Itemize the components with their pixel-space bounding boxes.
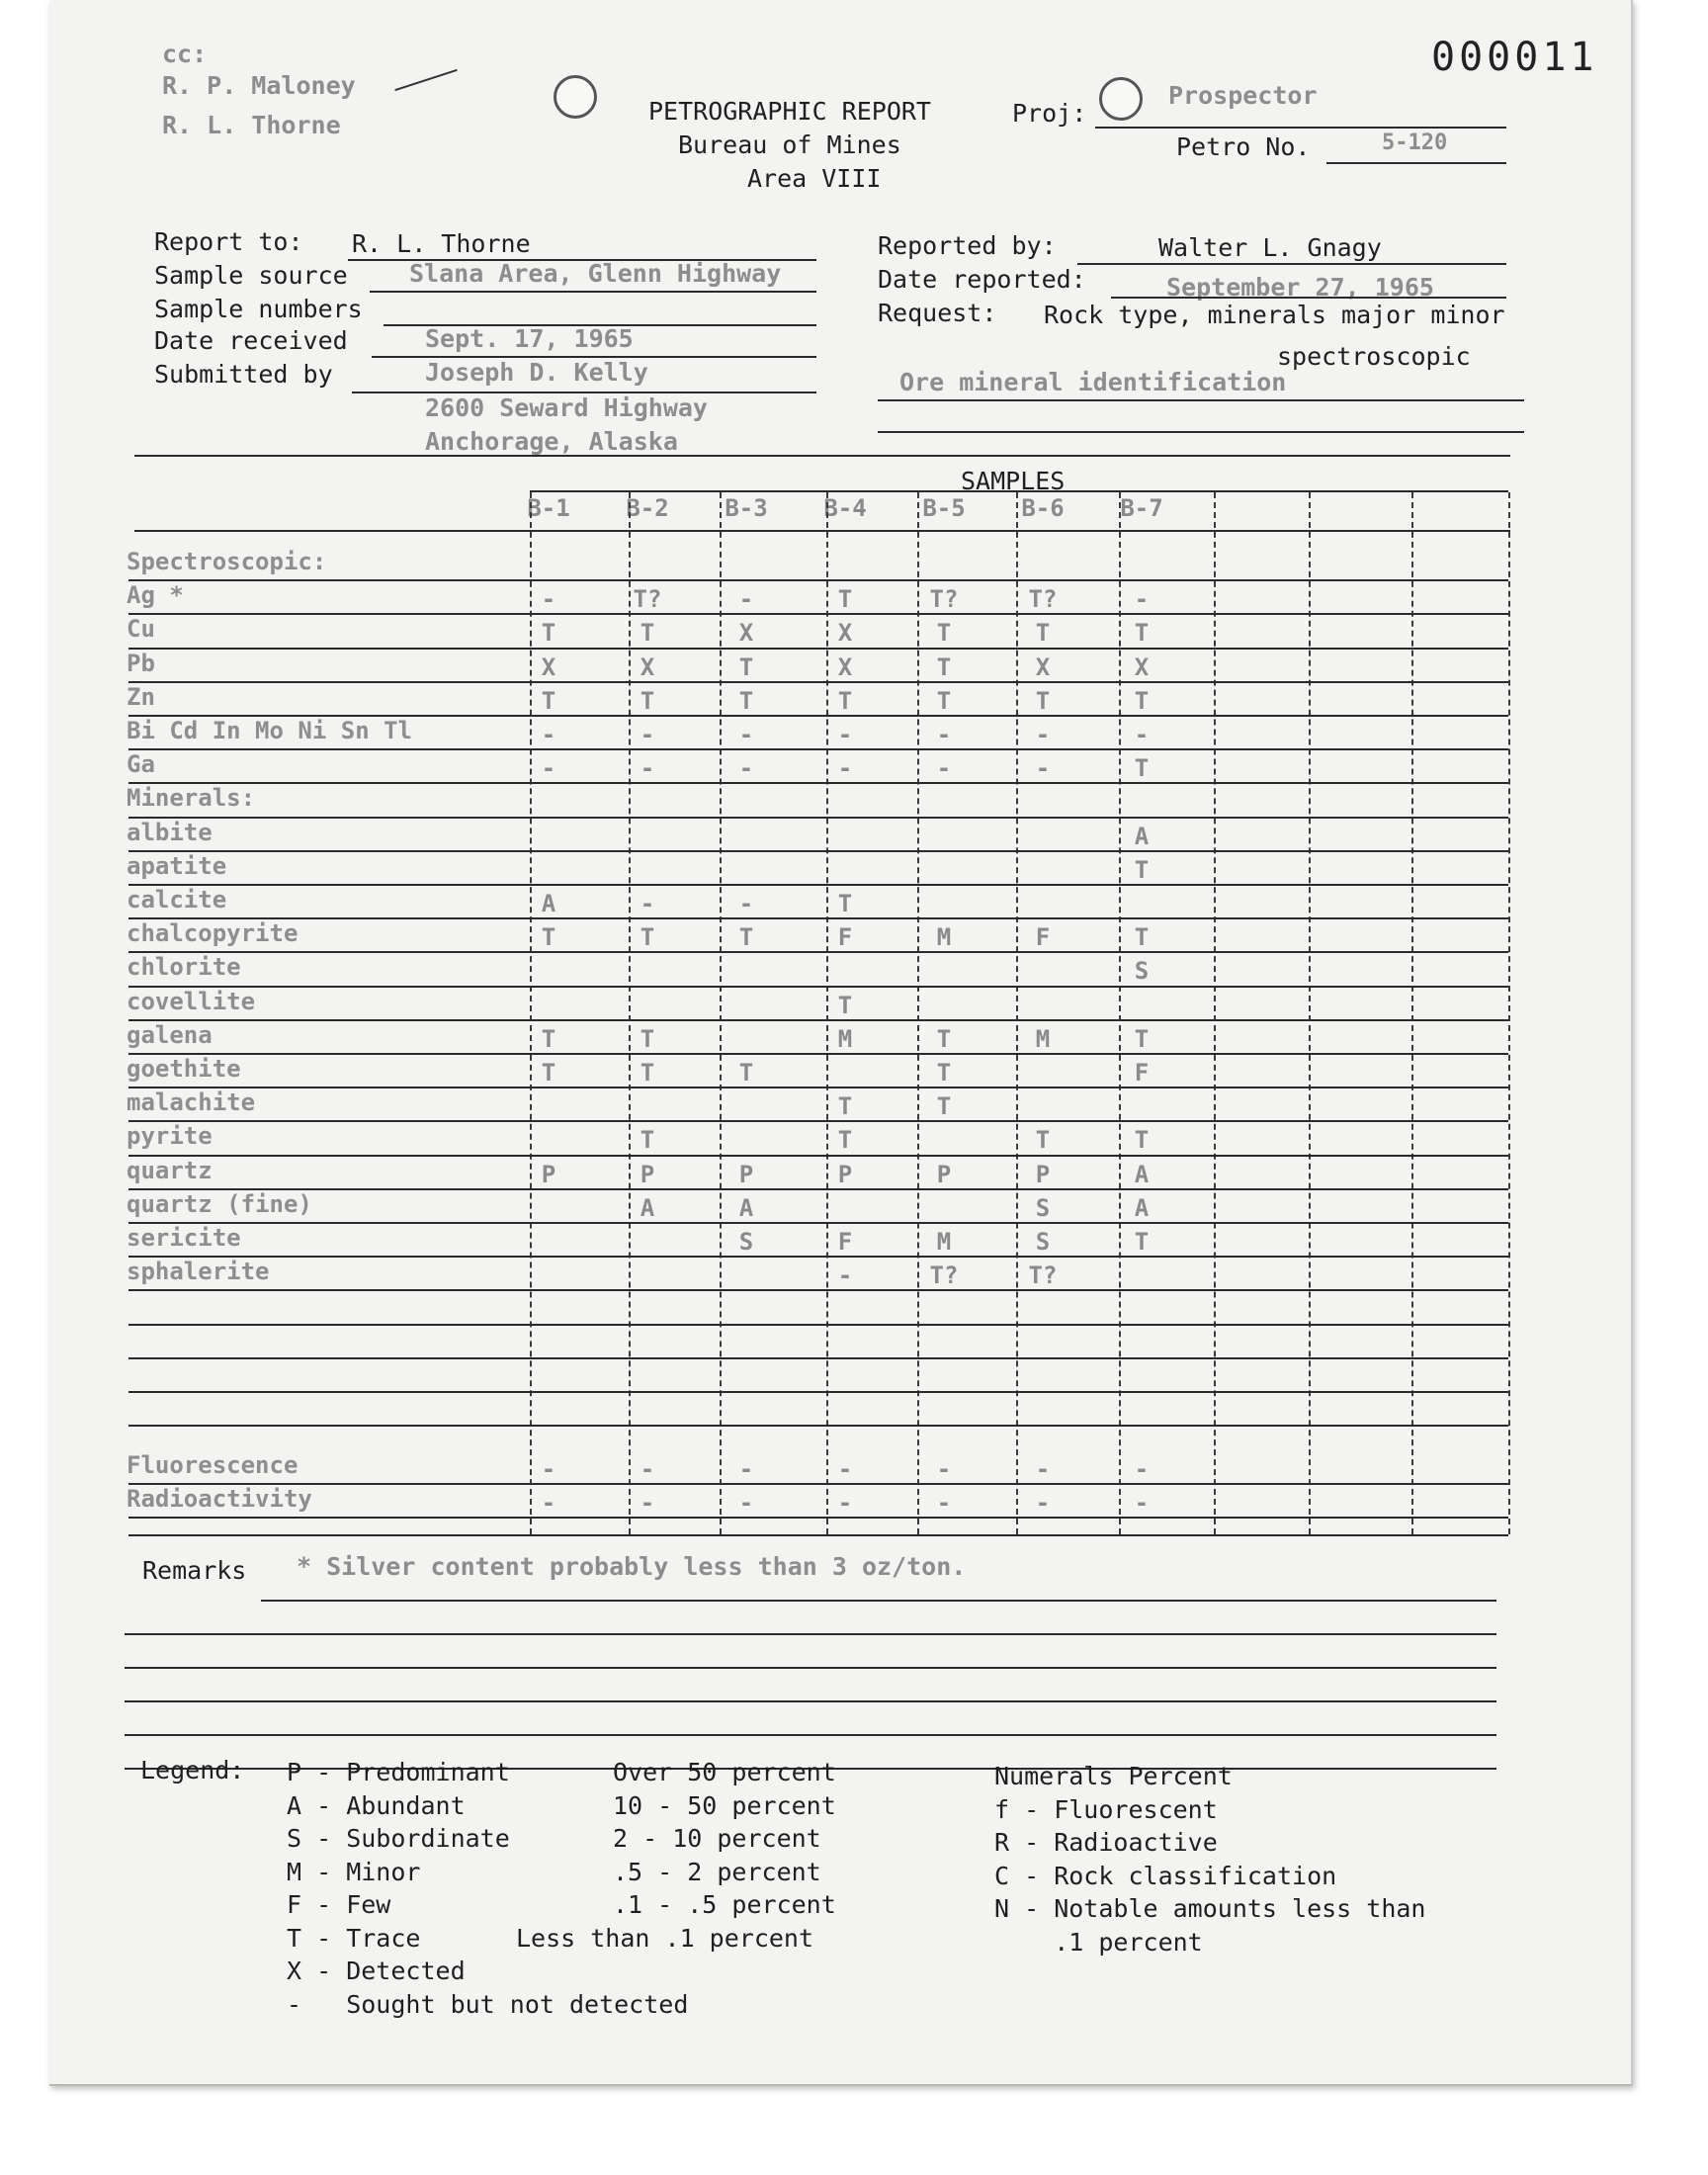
- column-header: B-7: [1120, 494, 1163, 522]
- samples-rule: [530, 490, 1508, 492]
- cell-value: M: [1035, 1024, 1051, 1053]
- date-reported-label: Date reported:: [878, 265, 1086, 294]
- row-label: Fluorescence: [127, 1451, 299, 1479]
- cell-value: A: [640, 1193, 655, 1222]
- date-reported-underline: [1111, 297, 1506, 299]
- cell-value: T: [640, 619, 655, 648]
- cell-value: -: [738, 1455, 754, 1483]
- row-rule: [128, 1256, 1508, 1258]
- row-label: covellite: [127, 987, 256, 1015]
- cell-value: P: [837, 1160, 853, 1188]
- column-header: B-1: [527, 494, 570, 522]
- legend-code: T - Trace: [287, 1923, 421, 1953]
- cell-value: T: [1134, 686, 1150, 715]
- report-title: PETROGRAPHIC REPORT: [648, 97, 931, 126]
- sample-source-label: Sample source: [154, 261, 348, 290]
- cell-value: -: [837, 1489, 853, 1518]
- cell-value: S: [738, 1228, 754, 1256]
- cell-value: X: [837, 652, 853, 681]
- cell-value: -: [738, 1489, 754, 1518]
- date-received-value: Sept. 17, 1965: [425, 324, 634, 353]
- cell-value: X: [837, 619, 853, 648]
- sample-source-underline: [370, 291, 816, 293]
- request-line: Rock type, minerals major minor: [1044, 301, 1505, 329]
- row-rule: [128, 1289, 1508, 1291]
- petro-label: Petro No.: [1176, 132, 1311, 161]
- cell-value: -: [738, 890, 754, 917]
- cell-value: -: [738, 721, 754, 748]
- legend-note: Numerals Percent: [994, 1762, 1233, 1790]
- cell-value: -: [541, 1455, 556, 1483]
- cell-value: -: [640, 1455, 655, 1483]
- cell-value: S: [1134, 957, 1150, 986]
- request-underline: [878, 431, 1524, 433]
- cell-value: T: [1134, 1126, 1150, 1155]
- cell-value: -: [640, 754, 655, 783]
- cell-value: -: [936, 1455, 952, 1483]
- row-label: chalcopyrite: [127, 919, 299, 948]
- column-header: B-5: [922, 494, 966, 522]
- cell-value: T: [541, 923, 556, 952]
- legend-label: Legend:: [140, 1756, 245, 1784]
- cell-value: A: [1134, 1160, 1150, 1188]
- row-rule: [128, 1087, 1508, 1088]
- row-label: sericite: [127, 1224, 241, 1252]
- reported-by-underline: [1077, 263, 1506, 265]
- row-rule: [128, 1188, 1508, 1190]
- cell-value: -: [640, 721, 655, 748]
- cell-value: T?: [929, 1262, 959, 1290]
- column-header: B-6: [1021, 494, 1065, 522]
- cell-value: T: [1035, 686, 1051, 715]
- cell-value: -: [1134, 585, 1150, 614]
- row-rule: [128, 817, 1508, 819]
- legend-note: f - Fluorescent: [994, 1794, 1218, 1824]
- agency-name: Bureau of Mines: [678, 130, 901, 159]
- row-label: Ag *: [127, 581, 184, 610]
- row-rule: [128, 951, 1508, 953]
- legend-note: C - Rock classification: [994, 1861, 1337, 1890]
- cell-value: -: [936, 754, 952, 783]
- row-rule: [128, 884, 1508, 886]
- row-label: albite: [127, 818, 213, 846]
- cell-value: F: [837, 923, 853, 952]
- cell-value: -: [1035, 1455, 1051, 1483]
- cell-value: -: [837, 1455, 853, 1483]
- cell-value: -: [541, 585, 556, 614]
- legend-range: 2 - 10 percent: [613, 1824, 821, 1853]
- legend-note: .1 percent: [994, 1927, 1203, 1957]
- row-rule: [128, 1120, 1508, 1122]
- row-rule: [128, 1019, 1508, 1021]
- punch-hole-left: [554, 75, 597, 119]
- row-label: pyrite: [127, 1122, 213, 1151]
- cell-value: T: [936, 1059, 952, 1087]
- cell-value: T: [936, 652, 952, 681]
- cell-value: X: [1134, 652, 1150, 681]
- punch-hole-right: [1099, 77, 1143, 121]
- row-rule: [128, 579, 1508, 581]
- row-label: Ga: [127, 750, 155, 779]
- area-name: Area VIII: [747, 164, 882, 193]
- cell-value: P: [640, 1160, 655, 1188]
- cell-value: -: [738, 585, 754, 614]
- row-rule: [128, 850, 1508, 852]
- cell-value: A: [541, 890, 556, 917]
- document-number: 000011: [1431, 35, 1598, 80]
- remarks-line: [261, 1600, 1496, 1602]
- cell-value: -: [541, 721, 556, 748]
- remarks-text: * Silver content probably less than 3 oz/ton.: [297, 1552, 967, 1581]
- blank-row-rule: [128, 1324, 1508, 1326]
- cell-value: M: [936, 923, 952, 952]
- request-line: Ore mineral identification: [899, 368, 1287, 396]
- cell-value: X: [640, 652, 655, 681]
- cell-value: T: [541, 686, 556, 715]
- cell-value: P: [738, 1160, 754, 1188]
- table-top-rule: [134, 455, 1510, 457]
- row-rule: [128, 613, 1508, 615]
- cell-value: M: [936, 1228, 952, 1256]
- row-rule: [128, 681, 1508, 683]
- row-rule: [128, 1155, 1508, 1157]
- row-label: calcite: [127, 886, 227, 914]
- legend-note: N - Notable amounts less than: [994, 1894, 1426, 1923]
- table-bottom-rule: [128, 1534, 1508, 1536]
- cell-value: T: [738, 686, 754, 715]
- row-rule: [128, 1483, 1508, 1485]
- row-rule: [128, 1222, 1508, 1224]
- row-label: Bi Cd In Mo Ni Sn Tl: [127, 717, 412, 744]
- cell-value: T: [837, 890, 853, 917]
- cell-value: T: [640, 1059, 655, 1087]
- legend-code: A - Abundant: [287, 1790, 466, 1820]
- submitted-by-line: Joseph D. Kelly: [425, 358, 648, 387]
- legend-code: F - Few: [287, 1890, 391, 1919]
- cell-value: A: [1134, 1193, 1150, 1222]
- cell-value: T: [1134, 923, 1150, 952]
- remarks-line: [125, 1734, 1496, 1736]
- cell-value: -: [640, 890, 655, 917]
- samples-heading: SAMPLES: [961, 467, 1066, 495]
- legend-code: X - Detected: [287, 1957, 466, 1985]
- row-rule: [128, 917, 1508, 919]
- request-underline: [878, 399, 1524, 401]
- cell-value: -: [1134, 1455, 1150, 1483]
- row-label: Zn: [127, 682, 155, 711]
- column-header: B-2: [626, 494, 669, 522]
- cell-value: T: [1035, 1126, 1051, 1155]
- row-label: quartz: [127, 1156, 213, 1184]
- cell-value: T: [837, 1126, 853, 1155]
- row-label: apatite: [127, 851, 227, 880]
- row-label: galena: [127, 1020, 213, 1049]
- row-label: Minerals:: [127, 784, 256, 813]
- cell-value: S: [1035, 1193, 1051, 1222]
- cell-value: P: [1035, 1160, 1051, 1188]
- cell-value: T: [640, 686, 655, 715]
- cell-value: T: [837, 585, 853, 614]
- submitted-by-line: 2600 Seward Highway: [425, 393, 708, 422]
- cell-value: T: [541, 1059, 556, 1087]
- column-header: B-3: [725, 494, 768, 522]
- cell-value: X: [738, 619, 754, 648]
- legend-code: S - Subordinate: [287, 1824, 510, 1853]
- date-received-label: Date received: [154, 326, 348, 355]
- cell-value: F: [1035, 923, 1051, 952]
- column-divider: [1508, 492, 1510, 1534]
- cell-value: T: [1134, 619, 1150, 648]
- blank-row-rule: [128, 1425, 1508, 1427]
- row-rule: [128, 986, 1508, 988]
- cell-value: T: [738, 1059, 754, 1087]
- submitted-by-line: Anchorage, Alaska: [425, 427, 678, 456]
- cell-value: T: [1134, 1228, 1150, 1256]
- cell-value: -: [1035, 754, 1051, 783]
- row-label: goethite: [127, 1055, 241, 1083]
- report-to-label: Report to:: [154, 227, 303, 256]
- cc-name: R. P. Maloney: [162, 71, 356, 100]
- cell-value: P: [936, 1160, 952, 1188]
- row-rule: [128, 648, 1508, 650]
- row-label: Pb: [127, 649, 155, 677]
- cell-value: -: [541, 1489, 556, 1518]
- cell-value: T: [541, 619, 556, 648]
- cell-value: S: [1035, 1228, 1051, 1256]
- legend-code: P - Predominant: [287, 1758, 510, 1786]
- remarks-label: Remarks: [142, 1556, 247, 1585]
- row-rule: [128, 782, 1508, 784]
- cell-value: A: [1134, 822, 1150, 850]
- cell-value: -: [738, 754, 754, 783]
- row-rule: [128, 748, 1508, 750]
- cell-value: A: [738, 1193, 754, 1222]
- petro-value: 5-120: [1382, 130, 1448, 155]
- cell-value: -: [640, 1489, 655, 1518]
- cell-value: T: [1035, 619, 1051, 648]
- cell-value: T?: [1028, 585, 1058, 614]
- cell-value: T: [640, 923, 655, 952]
- header-rule: [134, 530, 1510, 532]
- legend-range: 10 - 50 percent: [613, 1790, 836, 1820]
- legend-range: Less than .1 percent: [516, 1923, 814, 1953]
- cell-value: -: [936, 721, 952, 748]
- cell-value: -: [837, 721, 853, 748]
- cell-value: P: [541, 1160, 556, 1188]
- proj-label: Proj:: [1012, 99, 1087, 128]
- cell-value: M: [837, 1024, 853, 1053]
- cell-value: T: [837, 686, 853, 715]
- reported-by-value: Walter L. Gnagy: [1158, 233, 1382, 262]
- cell-value: T?: [633, 585, 662, 614]
- blank-row-rule: [128, 1391, 1508, 1393]
- cell-value: T: [936, 619, 952, 648]
- cell-value: -: [936, 1489, 952, 1518]
- legend-code: - Sought but not detected: [287, 1989, 689, 2019]
- cell-value: T: [936, 1092, 952, 1121]
- cell-value: T: [1134, 754, 1150, 783]
- cell-value: T: [738, 652, 754, 681]
- cell-value: T: [640, 1126, 655, 1155]
- cell-value: -: [1134, 1489, 1150, 1518]
- sample-source-value: Slana Area, Glenn Highway: [409, 259, 782, 288]
- remarks-line: [125, 1700, 1496, 1702]
- cell-value: T?: [1028, 1262, 1058, 1290]
- row-label: Radioactivity: [127, 1485, 312, 1514]
- legend-range: .1 - .5 percent: [613, 1890, 836, 1919]
- cell-value: X: [541, 652, 556, 681]
- remarks-line: [125, 1667, 1496, 1669]
- row-rule: [128, 1517, 1508, 1519]
- row-label: malachite: [127, 1088, 256, 1117]
- cell-value: -: [1035, 1489, 1051, 1518]
- cc-label: cc:: [162, 40, 208, 68]
- legend-range: Over 50 percent: [613, 1758, 836, 1786]
- row-label: sphalerite: [127, 1258, 270, 1286]
- cell-value: T: [837, 1092, 853, 1121]
- row-label: quartz (fine): [127, 1189, 312, 1218]
- submitted-by-label: Submitted by: [154, 360, 333, 389]
- report-to-value: R. L. Thorne: [352, 229, 531, 258]
- cell-value: T: [936, 1024, 952, 1053]
- request-line: spectroscopic: [1277, 342, 1471, 371]
- petro-underline: [1326, 162, 1506, 164]
- reported-by-label: Reported by:: [878, 231, 1057, 260]
- proj-value: Prospector: [1168, 81, 1318, 110]
- cell-value: T: [936, 686, 952, 715]
- cell-value: F: [837, 1228, 853, 1256]
- request-label: Request:: [878, 299, 997, 327]
- sample-numbers-label: Sample numbers: [154, 295, 363, 323]
- column-header: B-4: [823, 494, 867, 522]
- cell-value: T: [1134, 1024, 1150, 1053]
- legend-code: M - Minor: [287, 1857, 421, 1886]
- cell-value: T: [541, 1024, 556, 1053]
- blank-row-rule: [128, 1357, 1508, 1359]
- remarks-line: [125, 1633, 1496, 1635]
- row-label: chlorite: [127, 953, 241, 982]
- row-label: Spectroscopic:: [127, 548, 327, 575]
- cell-value: -: [1035, 721, 1051, 748]
- cell-value: -: [1134, 721, 1150, 748]
- legend-range: .5 - 2 percent: [613, 1857, 821, 1886]
- row-rule: [128, 1053, 1508, 1055]
- cell-value: T?: [929, 585, 959, 614]
- cell-value: -: [837, 1262, 853, 1290]
- cell-value: T: [1134, 855, 1150, 884]
- cc-name: R. L. Thorne: [162, 111, 341, 139]
- cell-value: T: [738, 923, 754, 952]
- cell-value: F: [1134, 1059, 1150, 1087]
- cell-value: T: [837, 991, 853, 1019]
- cell-value: X: [1035, 652, 1051, 681]
- cell-value: -: [837, 754, 853, 783]
- legend-note: R - Radioactive: [994, 1828, 1218, 1857]
- cell-value: T: [640, 1024, 655, 1053]
- cell-value: -: [541, 754, 556, 783]
- row-label: Cu: [127, 615, 155, 644]
- date-reported-value: September 27, 1965: [1166, 273, 1434, 302]
